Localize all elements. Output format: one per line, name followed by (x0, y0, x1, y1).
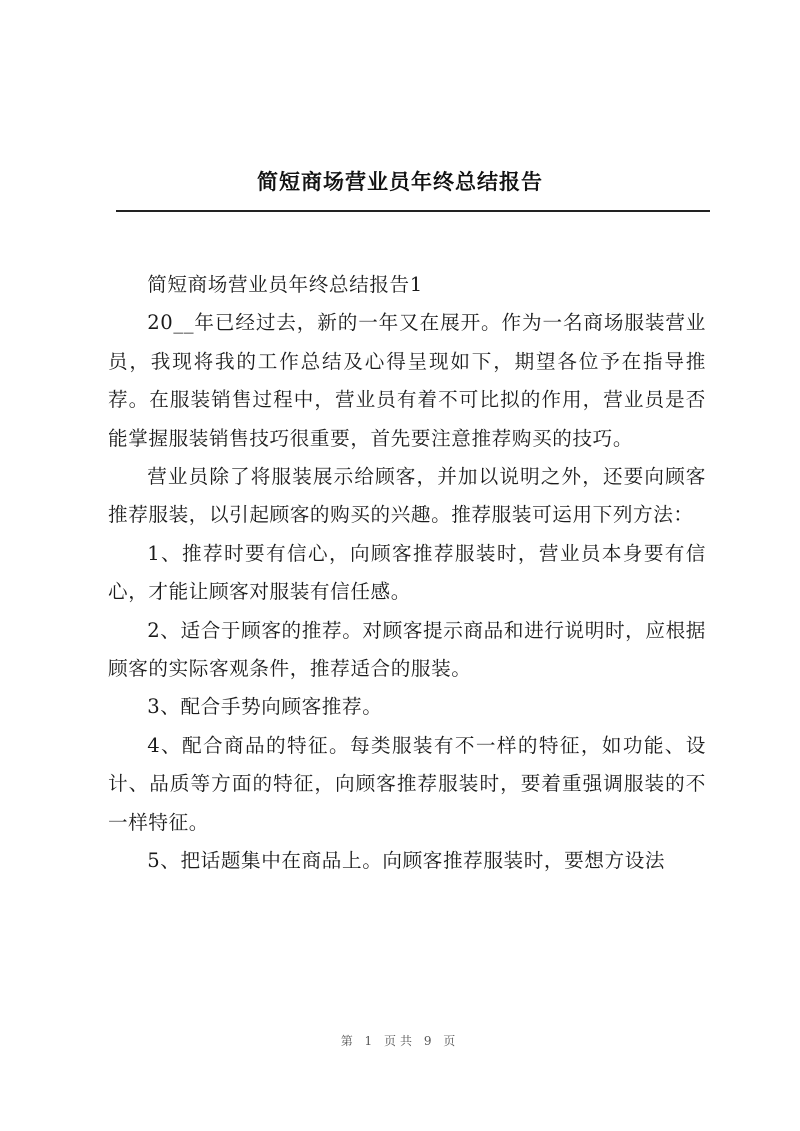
paragraph-intro: 20__年已经过去，新的一年又在展开。作为一名商场服装营业员，我现将我的工作总结及心得呈现如下，期望各位予在指导推荐。在服装销售过程中，营业员有着不可比拟的作用，营业员是否能掌握服装销售技巧很重要，首先要注意推荐购买的技巧。 (108, 311, 706, 450)
list-item-3: 3、配合手势向顾客推荐。 (147, 695, 383, 719)
page-number-footer: 第 1 页共 9 页 (340, 1034, 460, 1048)
list-item-5: 5、把话题集中在商品上。向顾客推荐服装时，要想方设法 (147, 849, 666, 873)
document-body (108, 266, 706, 881)
document-title: 简短商场营业员年终总结报告 (257, 170, 543, 194)
list-item-2: 2、适合于顾客的推荐。对顾客提示商品和进行说明时，应根据顾客的实际客观条件，推荐适合的服装。 (108, 618, 706, 681)
list-item-4: 4、配合商品的特征。每类服装有不一样的特征，如功能、设计、品质等方面的特征，向顾客推荐服装时，要着重强调服装的不一样特征。 (108, 733, 706, 834)
title-divider (116, 210, 710, 212)
section-heading: 简短商场营业员年终总结报告1 (147, 273, 423, 296)
paragraph-methods: 营业员除了将服装展示给顾客，并加以说明之外，还要向顾客推荐服装，以引起顾客的购买的兴趣。推荐服装可运用下列方法： (108, 465, 706, 527)
list-item-1: 1、推荐时要有信心，向顾客推荐服装时，营业员本身要有信心，才能让顾客对服装有信任感。 (108, 541, 706, 604)
